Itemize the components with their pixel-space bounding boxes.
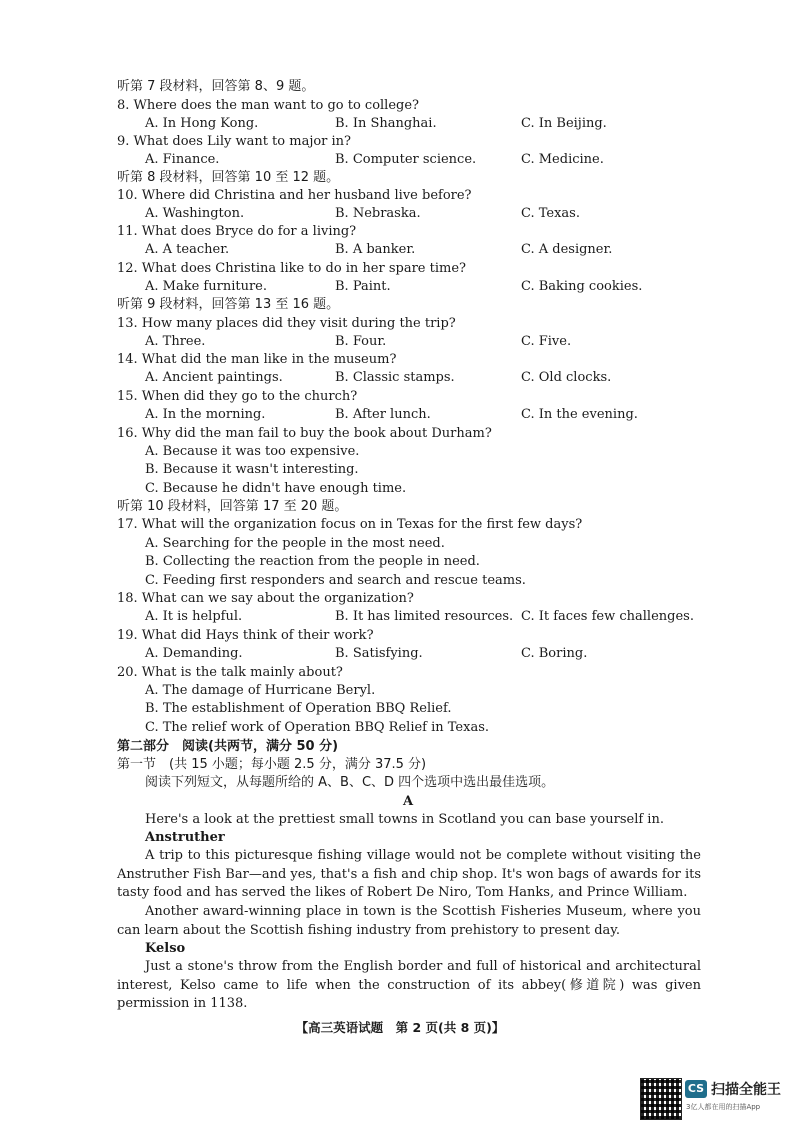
- q12-option-a: A. Make furniture.: [145, 279, 267, 294]
- q18-option-c: C. It faces few challenges.: [521, 609, 694, 624]
- qr-code-icon: [640, 1078, 682, 1120]
- question-19: 19. What did Hays think of their work?: [117, 628, 374, 643]
- heading-kelso: Kelso: [145, 941, 186, 956]
- q19-option-c: C. Boring.: [521, 646, 588, 661]
- question-16: 16. Why did the man fail to buy the book about Durham?: [117, 426, 492, 441]
- q12-option-b: B. Paint.: [335, 279, 391, 294]
- q15-option-c: C. In the evening.: [521, 407, 638, 422]
- passage-intro: Here's a look at the prettiest small towns in Scotland you can base yourself in.: [145, 812, 664, 827]
- q15-option-a: A. In the morning.: [145, 407, 266, 422]
- q17-option-b: B. Collecting the reaction from the people in need.: [145, 554, 480, 569]
- q19-option-a: A. Demanding.: [145, 646, 243, 661]
- q16-option-c: C. Because he didn't have enough time.: [145, 481, 407, 496]
- q16-option-b: B. Because it wasn't interesting.: [145, 462, 359, 477]
- question-13: 13. How many places did they visit during the trip?: [117, 316, 456, 331]
- q17-option-c: C. Feeding first responders and search and rescue teams.: [145, 573, 526, 588]
- question-14: 14. What did the man like in the museum?: [117, 352, 397, 367]
- q20-option-b: B. The establishment of Operation BBQ Relief.: [145, 701, 452, 716]
- part2-instruction: 阅读下列短文，从每题所给的 A、B、C、D 四个选项中选出最佳选项。: [145, 775, 555, 790]
- q8-option-a: A. In Hong Kong.: [145, 116, 259, 131]
- q14-option-c: C. Old clocks.: [521, 370, 612, 385]
- q10-option-a: A. Washington.: [145, 206, 245, 221]
- scanner-app-name: 扫描全能王: [711, 1082, 781, 1098]
- q12-option-c: C. Baking cookies.: [521, 279, 643, 294]
- q10-option-b: B. Nebraska.: [335, 206, 421, 221]
- page-footer: 【高三英语试题 第 2 页(共 8 页)】: [295, 1020, 505, 1035]
- question-9: 9. What does Lily want to major in?: [117, 134, 352, 149]
- q20-option-a: A. The damage of Hurricane Beryl.: [145, 683, 376, 698]
- passage-label: A: [403, 794, 414, 809]
- q20-option-c: C. The relief work of Operation BBQ Relief in Texas.: [145, 720, 490, 735]
- question-11: 11. What does Bryce do for a living?: [117, 224, 357, 239]
- q17-option-a: A. Searching for the people in the most need.: [145, 536, 445, 551]
- q9-option-c: C. Medicine.: [521, 152, 604, 167]
- q18-option-a: A. It is helpful.: [145, 609, 243, 624]
- q16-option-a: A. Because it was too expensive.: [145, 444, 360, 459]
- question-10: 10. Where did Christina and her husband live before?: [117, 188, 472, 203]
- section-header-8: 听第 8 段材料，回答第 10 至 12 题。: [117, 170, 340, 185]
- question-17: 17. What will the organization focus on in Texas for the first few days?: [117, 517, 583, 532]
- paragraph-kelso: Just a stone's throw from the English border and full of historical and architectural interest, Kelso came to life when the construction of its abbey(修道院) was given permission in 1138.: [117, 959, 701, 1011]
- paragraph-anstruther-1: A trip to this picturesque fishing village would not be complete without visiting the Anstruther Fish Bar—and yes, that's a fish and chip shop. It's won bags of awards for its tasty food and has served the likes of Robert De Niro, Tom Hanks, and Prince William.: [117, 848, 701, 900]
- q14-option-a: A. Ancient paintings.: [145, 370, 283, 385]
- question-18: 18. What can we say about the organization?: [117, 591, 414, 606]
- q8-option-c: C. In Beijing.: [521, 116, 607, 131]
- heading-anstruther: Anstruther: [145, 830, 225, 845]
- question-12: 12. What does Christina like to do in her spare time?: [117, 261, 467, 276]
- question-8: 8. Where does the man want to go to college?: [117, 98, 420, 113]
- question-20: 20. What is the talk mainly about?: [117, 665, 343, 680]
- q13-option-b: B. Four.: [335, 334, 387, 349]
- q10-option-c: C. Texas.: [521, 206, 580, 221]
- q11-option-b: B. A banker.: [335, 242, 416, 257]
- q9-option-a: A. Finance.: [145, 152, 220, 167]
- q9-option-b: B. Computer science.: [335, 152, 477, 167]
- section-header-7: 听第 7 段材料，回答第 8、9 题。: [117, 79, 315, 94]
- q11-option-a: A. A teacher.: [145, 242, 230, 257]
- q15-option-b: B. After lunch.: [335, 407, 431, 422]
- q19-option-b: B. Satisfying.: [335, 646, 423, 661]
- q13-option-a: A. Three.: [145, 334, 206, 349]
- question-15: 15. When did they go to the church?: [117, 389, 358, 404]
- paragraph-anstruther-2: Another award-winning place in town is the Scottish Fisheries Museum, where you can learn about the Scottish fishing industry from prehistory to present day.: [117, 904, 701, 938]
- q11-option-c: C. A designer.: [521, 242, 613, 257]
- part2-title: 第二部分 阅读(共两节，满分 50 分): [117, 739, 339, 754]
- q13-option-c: C. Five.: [521, 334, 572, 349]
- q8-option-b: B. In Shanghai.: [335, 116, 437, 131]
- section-header-9: 听第 9 段材料，回答第 13 至 16 题。: [117, 297, 340, 312]
- scanner-tagline: 3亿人都在用的扫描App: [686, 1103, 761, 1111]
- q14-option-b: B. Classic stamps.: [335, 370, 455, 385]
- q18-option-b: B. It has limited resources.: [335, 609, 514, 624]
- section-header-10: 听第 10 段材料，回答第 17 至 20 题。: [117, 499, 348, 514]
- part2-subtitle: 第一节 (共 15 小题；每小题 2.5 分，满分 37.5 分): [117, 757, 427, 772]
- camscanner-logo-icon: CS: [685, 1080, 707, 1098]
